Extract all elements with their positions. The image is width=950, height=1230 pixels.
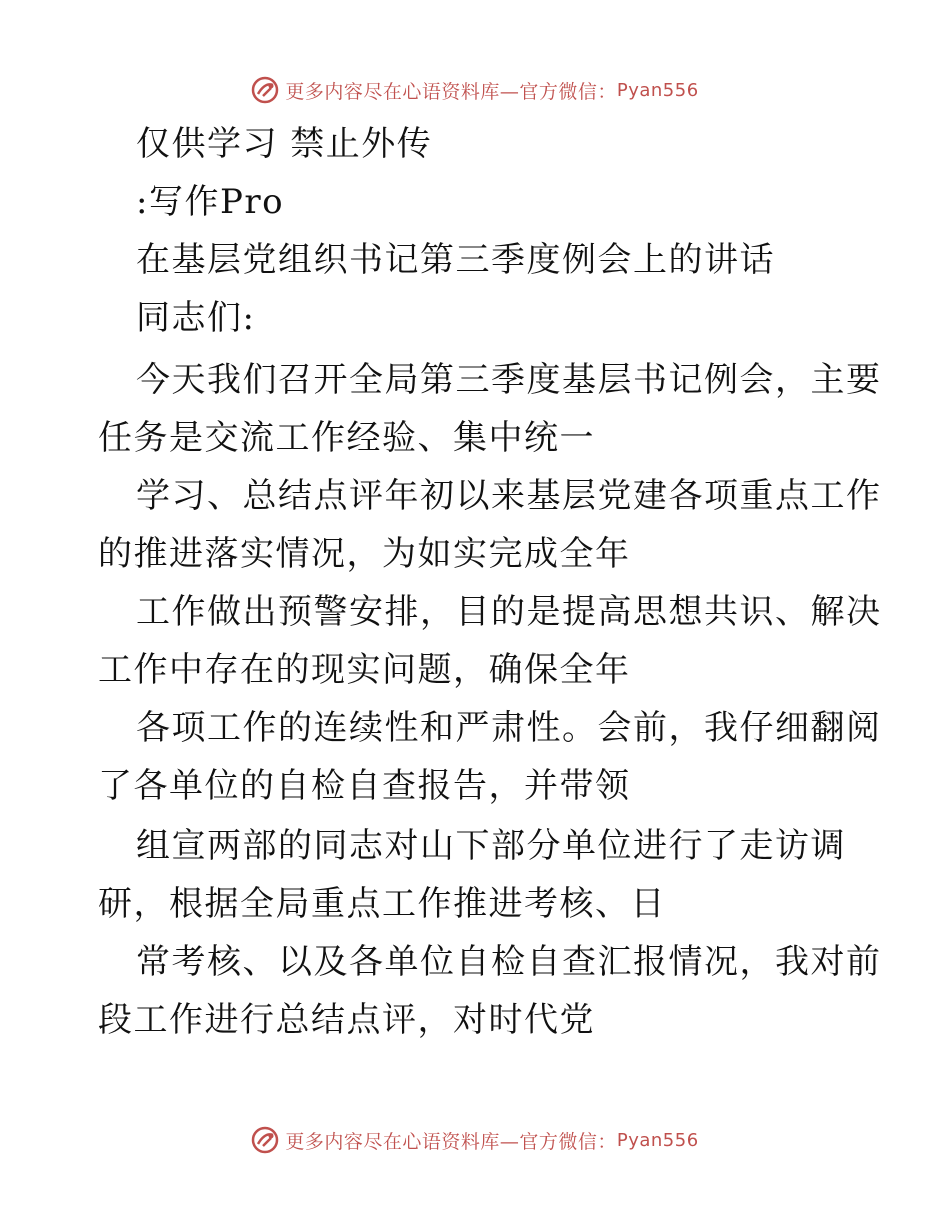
body-line: 各项工作的连续性和严肃性。会前，我仔细翻阅 — [136, 708, 882, 748]
body-line: 研，根据全局重点工作推进考核、日 — [98, 884, 666, 924]
notice-line: 仅供学习 禁止外传 — [136, 124, 433, 164]
body-line: 段工作进行总结点评，对时代党 — [98, 1000, 595, 1040]
salutation: 同志们: — [136, 298, 256, 338]
watermark-text: 更多内容尽在心语资料库—官方微信： — [285, 1130, 617, 1153]
footer-watermark — [0, 1120, 950, 1160]
document-title: 在基层党组织书记第三季度例会上的讲话 — [136, 240, 775, 280]
body-line: 了各单位的自检自查报告，并带领 — [98, 766, 631, 806]
author-line: :写作Pro — [136, 182, 285, 222]
body-line: 今天我们召开全局第三季度基层书记例会，主要 — [136, 360, 882, 400]
brand-logo-icon — [251, 76, 279, 104]
body-line: 常考核、以及各单位自检自查汇报情况，我对前 — [136, 942, 882, 982]
body-line: 任务是交流工作经验、集中统一 — [98, 418, 595, 458]
watermark-wechat-id: Pyan556 — [616, 79, 699, 101]
header-watermark — [0, 70, 950, 110]
body-line: 组宣两部的同志对山下部分单位进行了走访调 — [136, 826, 846, 866]
brand-logo-icon — [251, 1126, 279, 1154]
body-line: 学习、总结点评年初以来基层党建各项重点工作 — [136, 476, 882, 516]
body-line: 工作中存在的现实问题，确保全年 — [98, 650, 631, 690]
body-line: 工作做出预警安排，目的是提高思想共识、解决 — [136, 592, 882, 632]
body-line: 的推进落实情况，为如实完成全年 — [98, 534, 631, 574]
watermark-text: 更多内容尽在心语资料库—官方微信： — [285, 80, 617, 103]
watermark-wechat-id: Pyan556 — [616, 1129, 699, 1151]
